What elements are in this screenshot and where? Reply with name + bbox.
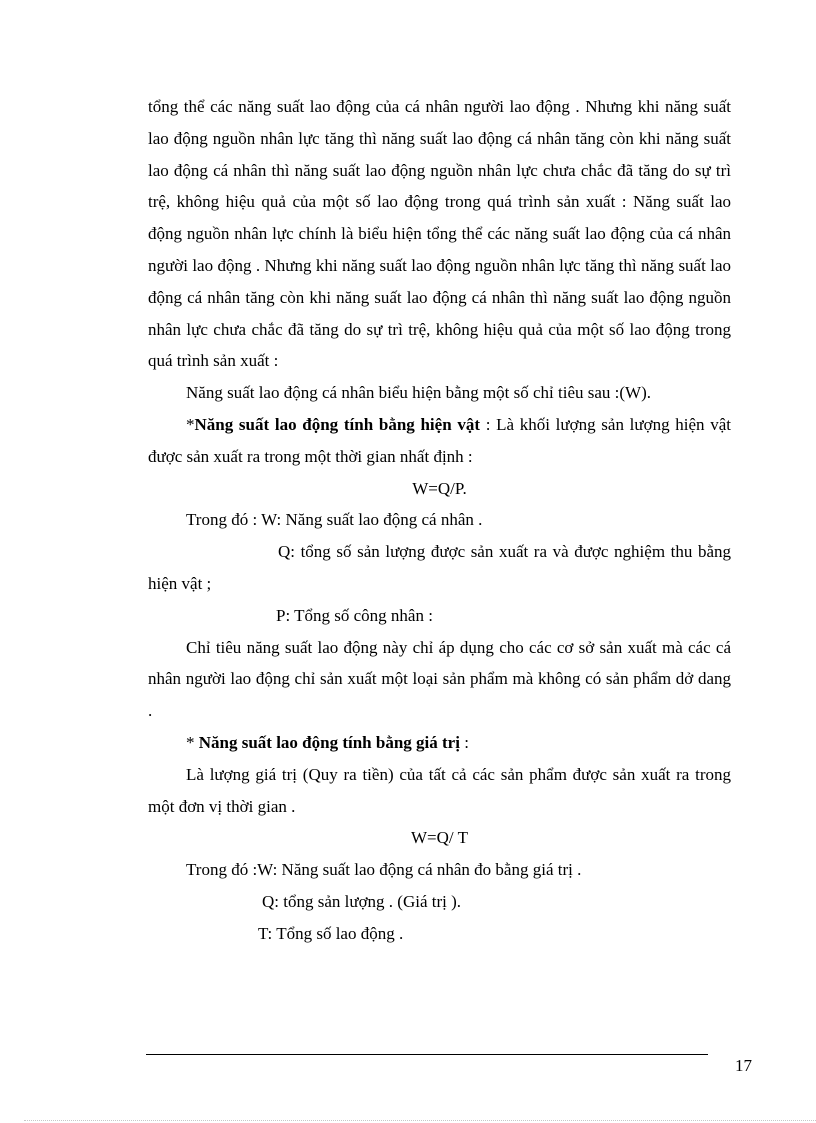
bullet-asterisk: *: [186, 414, 195, 434]
heading-physical-productivity: Năng suất lao động tính bằng hiện vật: [194, 414, 481, 434]
paragraph-labor-productivity-overview: tổng thể các năng suất lao động của cá nhân người lao động . Nhưng khi năng suất lao động nguồn nhân lực tăng thì năng suất lao động cá nhân tăng còn khi năng suất lao động cá nhân thì năng suất lao động nguồn nhân lực chưa chắc đã tăng do sự trì trệ, không hiệu quả của một số lao động trong quá trình sản xuất : Năng suất lao động nguồn nhân lực chính là biểu hiện tổng thể các năng suất lao động của cá nhân người lao động . Nhưng khi năng suất lao động nguồn nhân lực tăng thì năng suất lao động cá nhân tăng còn khi năng suất lao động cá nhân thì năng suất lao động nguồn nhân lực chưa chắc đã tăng do sự trì trệ, không hiệu quả của một số lao động trong quá trình sản xuất :: [148, 97, 731, 371]
page-body: [148, 91, 731, 950]
definition-w-value: Trong đó :W: Năng suất lao động cá nhân đo bằng giá trị .: [186, 860, 582, 880]
heading-colon: :: [459, 732, 469, 752]
paragraph-individual-indicators: Năng suất lao động cá nhân biểu hiện bằng một số chỉ tiêu sau :(W).: [186, 383, 652, 403]
paragraph-indicator-applicability: Chỉ tiêu năng suất lao động này chỉ áp dụng cho các cơ sở sản xuất mà các cá nhân người lao động chỉ sản xuất một loại sản phẩm mà không có sản phẩm dở dang .: [148, 637, 731, 721]
definition-q-total-output: Q: tổng sản lượng . (Giá trị ).: [262, 891, 462, 911]
definition-w-individual: Trong đó : W: Năng suất lao động cá nhân .: [186, 510, 483, 530]
paragraph-value-productivity-heading: [148, 727, 731, 759]
heading-value-productivity: Năng suất lao động tính bằng giá trị: [198, 732, 460, 752]
physical-productivity-definition: : Là khối lượng sản lượng hiện vật được sản xuất ra trong một thời gian nhất định :: [148, 414, 732, 466]
footer-rule: [146, 1054, 708, 1055]
page-edge-divider: [24, 1120, 816, 1121]
definition-p-workers: P: Tổng số công nhân :: [276, 605, 433, 625]
definition-q-output: Q: tổng số sản lượng được sản xuất ra và được nghiệm thu bằng hiện vật ;: [148, 542, 731, 593]
formula-w-q-p: W=Q/P.: [412, 478, 467, 498]
paragraph-physical-productivity: [148, 409, 731, 473]
page-number: 17: [735, 1056, 752, 1075]
bullet-asterisk: *: [186, 732, 199, 752]
definition-t-total-labor: T: Tổng số lao động .: [258, 923, 404, 943]
formula-w-q-t: W=Q/ T: [411, 828, 468, 848]
paragraph-value-definition: Là lượng giá trị (Quy ra tiền) của tất cả các sản phẩm được sản xuất ra trong một đơn vị thời gian .: [148, 764, 731, 816]
